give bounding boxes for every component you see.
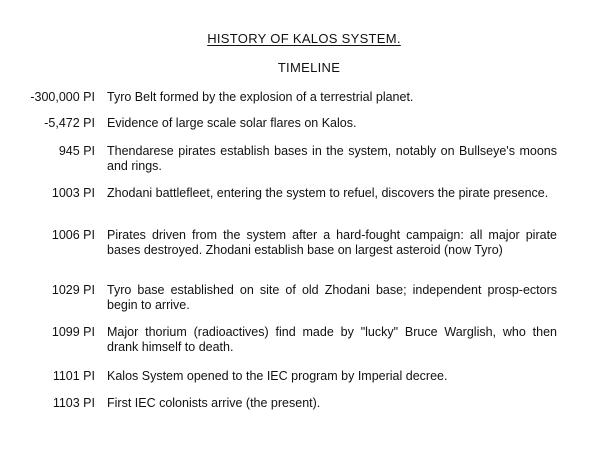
timeline-date: 1003 PI (51, 186, 95, 200)
timeline-date: 945 PI (58, 144, 95, 158)
timeline-date: 1029 PI (51, 283, 95, 297)
timeline-heading-text: TIMELINE (277, 60, 341, 75)
timeline-description: Thendarese pirates establish bases in the system, notably on Bullseye's moons and rings. (107, 144, 557, 173)
timeline-description: First IEC colonists arrive (the present). (107, 396, 321, 410)
timeline-description: Evidence of large scale solar flares on Kalos. (107, 116, 357, 130)
timeline-description: Kalos System opened to the IEC program by Imperial decree. (107, 369, 448, 383)
timeline-description: Zhodani battlefleet, entering the system to refuel, discovers the pirate presence. (107, 186, 549, 200)
document-title (0, 31, 600, 46)
timeline-description: Tyro Belt formed by the explosion of a terrestrial planet. (107, 90, 414, 104)
timeline-description: Major thorium (radioactives) find made by "lucky" Bruce Warglish, who then drank himself to death. (107, 325, 557, 354)
timeline-date: 1006 PI (51, 228, 95, 242)
timeline-date: 1101 PI (52, 369, 95, 383)
timeline-date: 1103 PI (52, 396, 95, 410)
document-title-text: HISTORY OF KALOS SYSTEM. (207, 31, 401, 46)
timeline-date: -300,000 PI (30, 90, 95, 104)
timeline-date: -5,472 PI (44, 116, 95, 130)
timeline-description: Pirates driven from the system after a hard-fought campaign: all major pirate bases destroyed. Zhodani establish base on largest asteroid (now Tyro) (107, 228, 557, 257)
timeline-date: 1099 PI (51, 325, 95, 339)
timeline-description: Tyro base established on site of old Zhodani base; independent prosp-ectors begin to arrive. (107, 283, 557, 312)
timeline-heading (0, 60, 600, 75)
